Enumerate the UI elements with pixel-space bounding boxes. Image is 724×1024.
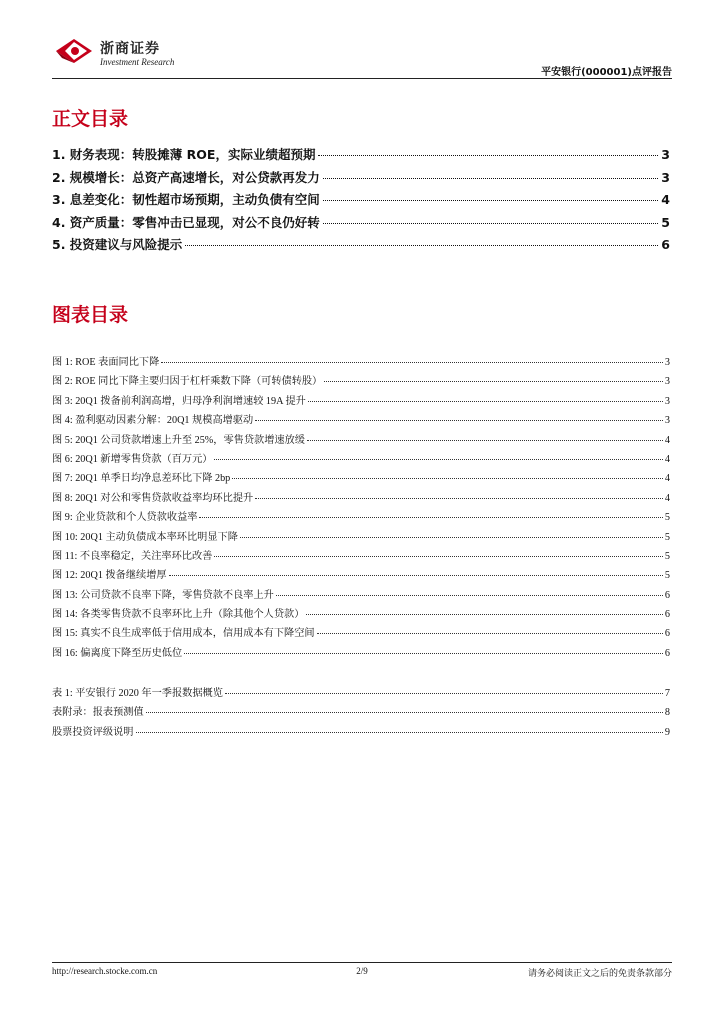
figure-item[interactable] (52, 469, 670, 488)
contents-item-text: 2. 规模增长：总资产高速增长，对公贷款再发力 (52, 169, 320, 185)
page-header (52, 32, 672, 78)
leader-dots (317, 633, 663, 634)
leader-dots (324, 381, 663, 382)
figure-item-text: 图 6: 20Q1 新增零售贷款（百万元） (52, 453, 213, 465)
contents-item-page: 4 (661, 192, 670, 207)
zheshang-logo-icon (52, 36, 96, 66)
figure-item-page: 6 (664, 609, 670, 621)
figure-item-text: 图 10: 20Q1 主动负债成本率环比明显下降 (52, 531, 238, 543)
figure-item-text: 图 14: 各类零售贷款不良率环比上升（除其他个人贷款） (52, 609, 305, 621)
leader-dots (255, 498, 663, 499)
leader-dots (136, 732, 663, 733)
table-item[interactable] (52, 684, 670, 703)
leader-dots (161, 362, 663, 363)
figure-item-text: 图 7: 20Q1 单季日均净息差环比下降 2bp (52, 473, 231, 485)
figure-item[interactable] (52, 605, 670, 624)
figure-item[interactable] (52, 528, 670, 547)
contents-item-page: 3 (661, 169, 670, 185)
contents-item[interactable] (52, 145, 670, 168)
contents-item-text: 5. 投资建议与风险提示 (52, 237, 183, 252)
figure-item-text: 图 11: 不良率稳定，关注率环比改善 (52, 550, 213, 562)
leader-dots (232, 478, 663, 479)
leader-dots (323, 200, 658, 201)
logo-text-en: Investment Research (100, 57, 175, 67)
figure-item-page: 3 (664, 357, 670, 368)
figure-item-page: 3 (664, 376, 670, 388)
footer-url-link[interactable]: http://research.stocke.com.cn (52, 966, 158, 976)
leader-dots (225, 693, 663, 694)
figure-item-page: 6 (664, 647, 670, 659)
table-item-text: 股票投资评级说明 (52, 726, 134, 738)
figure-item-text: 图 13: 公司贷款不良率下降，零售贷款不良率上升 (52, 589, 274, 601)
footer-disclaimer: 请务必阅读正文之后的免责条款部分 (527, 969, 672, 979)
page-footer (52, 966, 672, 980)
figure-item[interactable] (52, 411, 670, 430)
figure-item[interactable] (52, 586, 670, 605)
figure-item-text: 图 12: 20Q1 拨备继续增厚 (52, 570, 167, 582)
figure-item-text: 图 4: 盈利驱动因素分解：20Q1 规模高增驱动 (52, 415, 254, 427)
contents-item-text: 4. 资产质量：零售冲击已显现，对公不良仍好转 (52, 214, 320, 230)
tables-list (52, 684, 670, 742)
figure-item-page: 6 (664, 589, 670, 601)
figure-item[interactable] (52, 624, 670, 643)
figure-item-page: 6 (664, 628, 670, 640)
report-title: 平安银行(000001)点评报告 (541, 67, 672, 78)
leader-dots (185, 245, 658, 246)
figure-item-page: 5 (664, 570, 670, 582)
figure-item[interactable] (52, 489, 670, 508)
table-item-page: 9 (664, 726, 670, 738)
leader-dots (184, 653, 663, 654)
leader-dots (307, 440, 663, 441)
leader-dots (199, 517, 662, 518)
leader-dots (308, 401, 663, 402)
figure-item-text: 图 16: 偏离度下降至历史低位 (52, 647, 183, 659)
figure-item-page: 4 (664, 473, 670, 485)
leader-dots (146, 712, 663, 713)
figure-item[interactable] (52, 508, 670, 527)
leader-dots (306, 614, 662, 615)
table-item-page: 7 (664, 688, 670, 699)
contents-item[interactable] (52, 235, 670, 258)
contents-title: 正文目录 (52, 108, 129, 130)
figure-item-page: 5 (664, 531, 670, 543)
figures-list (52, 353, 670, 663)
table-item-text: 表附录：报表预测值 (52, 707, 144, 719)
figure-item[interactable] (52, 450, 670, 469)
contents-item-text: 3. 息差变化：韧性超市场预期，主动负债有空间 (52, 192, 320, 207)
leader-dots (240, 537, 663, 538)
leader-dots (214, 459, 662, 460)
figure-item-page: 5 (664, 512, 670, 524)
contents-list (52, 145, 670, 258)
figure-item[interactable] (52, 547, 670, 566)
figure-item-text: 图 15: 真实不良生成率低于信用成本，信用成本有下降空间 (52, 628, 315, 640)
figure-item[interactable] (52, 431, 670, 450)
leader-dots (214, 556, 663, 557)
header-divider (52, 78, 672, 79)
figure-item-page: 5 (664, 550, 670, 562)
contents-item[interactable] (52, 168, 670, 191)
leader-dots (323, 178, 658, 179)
contents-item-page: 6 (661, 237, 670, 252)
leader-dots (318, 155, 658, 156)
figure-item-page: 3 (664, 395, 670, 407)
figure-item-page: 4 (664, 434, 670, 446)
contents-item-page: 3 (661, 147, 670, 162)
figure-item[interactable] (52, 353, 670, 372)
contents-item[interactable] (52, 190, 670, 213)
figures-title: 图表目录 (52, 304, 129, 326)
contents-item-page: 5 (661, 214, 670, 230)
leader-dots (276, 595, 663, 596)
figure-item-text: 图 1: ROE 表面同比下降 (52, 357, 160, 368)
figure-item[interactable] (52, 372, 670, 391)
figure-item-text: 图 9: 企业贷款和个人贷款收益率 (52, 512, 198, 524)
leader-dots (169, 575, 663, 576)
table-item-page: 8 (664, 707, 670, 719)
figure-item-text: 图 2: ROE 同比下降主要归因于杠杆乘数下降（可转债转股） (52, 376, 323, 388)
table-item[interactable] (52, 723, 670, 742)
contents-item-text: 1. 财务表现：转股摊薄 ROE，实际业绩超预期 (52, 147, 316, 162)
leader-dots (255, 420, 663, 421)
figure-item-text: 图 5: 20Q1 公司贷款增速上升至 25%，零售贷款增速放缓 (52, 434, 305, 446)
figure-item[interactable] (52, 392, 670, 411)
contents-item[interactable] (52, 213, 670, 236)
figure-item-page: 4 (664, 492, 670, 504)
footer-divider (52, 962, 672, 963)
figure-item[interactable] (52, 644, 670, 663)
figure-item-text: 图 8: 20Q1 对公和零售贷款收益率均环比提升 (52, 492, 254, 504)
table-item-text: 表 1: 平安银行 2020 年一季报数据概览 (52, 688, 223, 699)
figure-item-page: 3 (664, 415, 670, 427)
table-item[interactable] (52, 703, 670, 722)
logo-text-cn: 浙商证券 (100, 41, 160, 57)
leader-dots (323, 223, 658, 224)
figure-item[interactable] (52, 566, 670, 585)
figure-item-text: 图 3: 20Q1 拨备前利润高增，归母净利润增速较 19A 提升 (52, 395, 306, 407)
page-number: 2/9 (356, 966, 368, 976)
figure-item-page: 4 (664, 453, 670, 465)
